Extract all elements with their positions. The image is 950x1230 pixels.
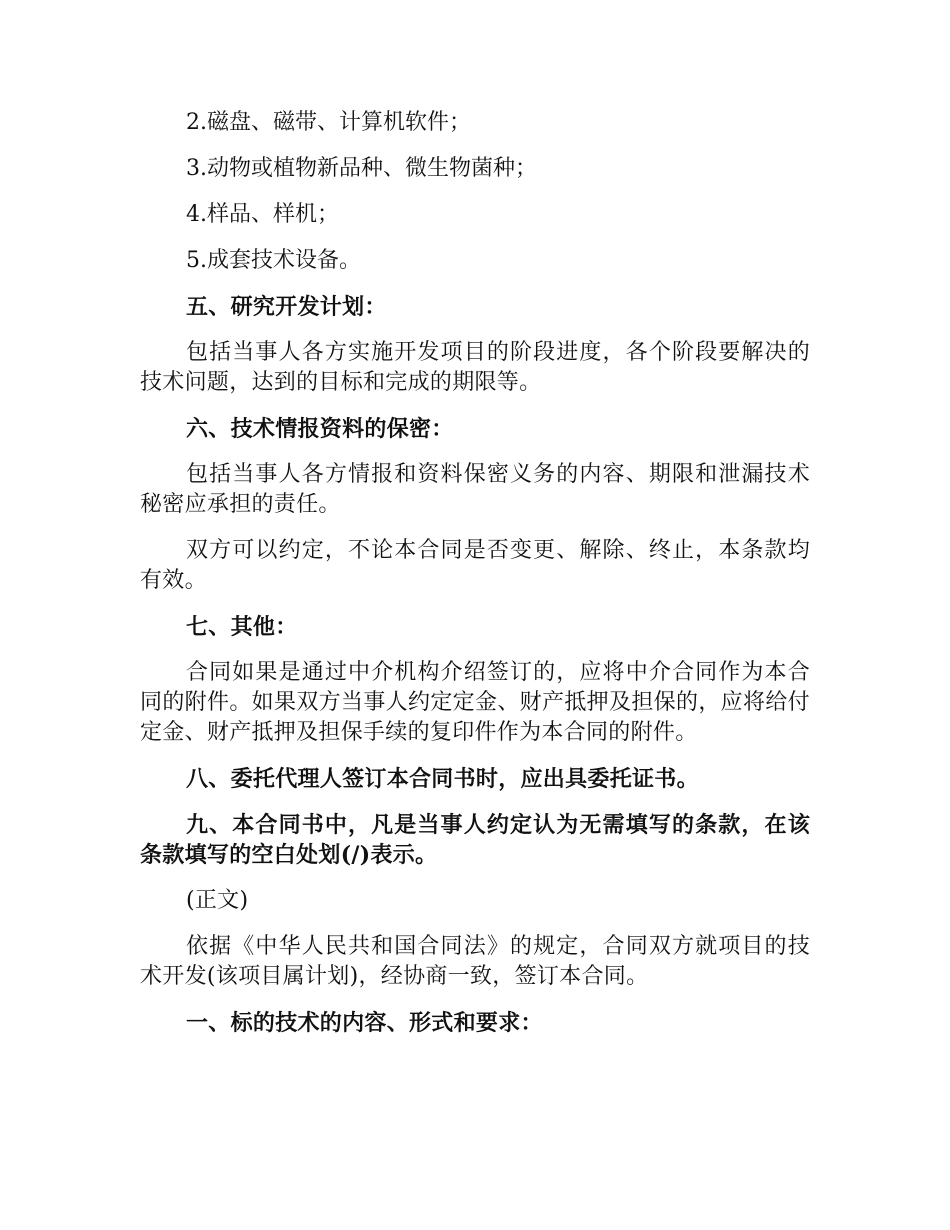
section-6-body-1: 包括当事人各方情报和资料保密义务的内容、期限和泄漏技术秘密应承担的责任。 (140, 462, 810, 517)
main-text-label: (正文) (186, 888, 249, 913)
section-5-body: 包括当事人各方实施开发项目的阶段进度，各个阶段要解决的技术问题，达到的目标和完成的期限等。 (140, 340, 810, 395)
section-7-heading: 七、其他： (186, 614, 298, 640)
section-9-heading: 九、本合同书中，凡是当事人约定认为无需填写的条款，在该条款填写的空白处划(/)表示。 (140, 812, 810, 868)
list-item-disk-software: 2.磁盘、磁带、计算机软件； (186, 110, 471, 135)
section-6-body-2: 双方可以约定，不论本合同是否变更、解除、终止，本条款均有效。 (140, 538, 810, 593)
intro-paragraph: 依据《中华人民共和国合同法》的规定，合同双方就项目的技术开发(该项目属计划)，经协商一致，签订本合同。 (140, 934, 810, 989)
list-item-samples: 4.样品、样机； (186, 202, 339, 227)
section-5-heading: 五、研究开发计划： (186, 294, 387, 320)
section-8-heading: 八、委托代理人签订本合同书时，应出具委托证书。 (186, 766, 699, 792)
section-6-heading: 六、技术情报资料的保密： (186, 416, 454, 442)
list-item-equipment: 5.成套技术设备。 (186, 248, 361, 273)
section-1-heading: 一、标的技术的内容、形式和要求： (186, 1010, 543, 1036)
section-7-body: 合同如果是通过中介机构介绍签订的，应将中介合同作为本合同的附件。如果双方当事人约定定金、财产抵押及担保的，应将给付定金、财产抵押及担保手续的复印件作为本合同的附件。 (140, 660, 810, 745)
list-item-plant-animal-varieties: 3.动物或植物新品种、微生物菌种； (186, 156, 537, 181)
document-body (140, 108, 810, 1054)
